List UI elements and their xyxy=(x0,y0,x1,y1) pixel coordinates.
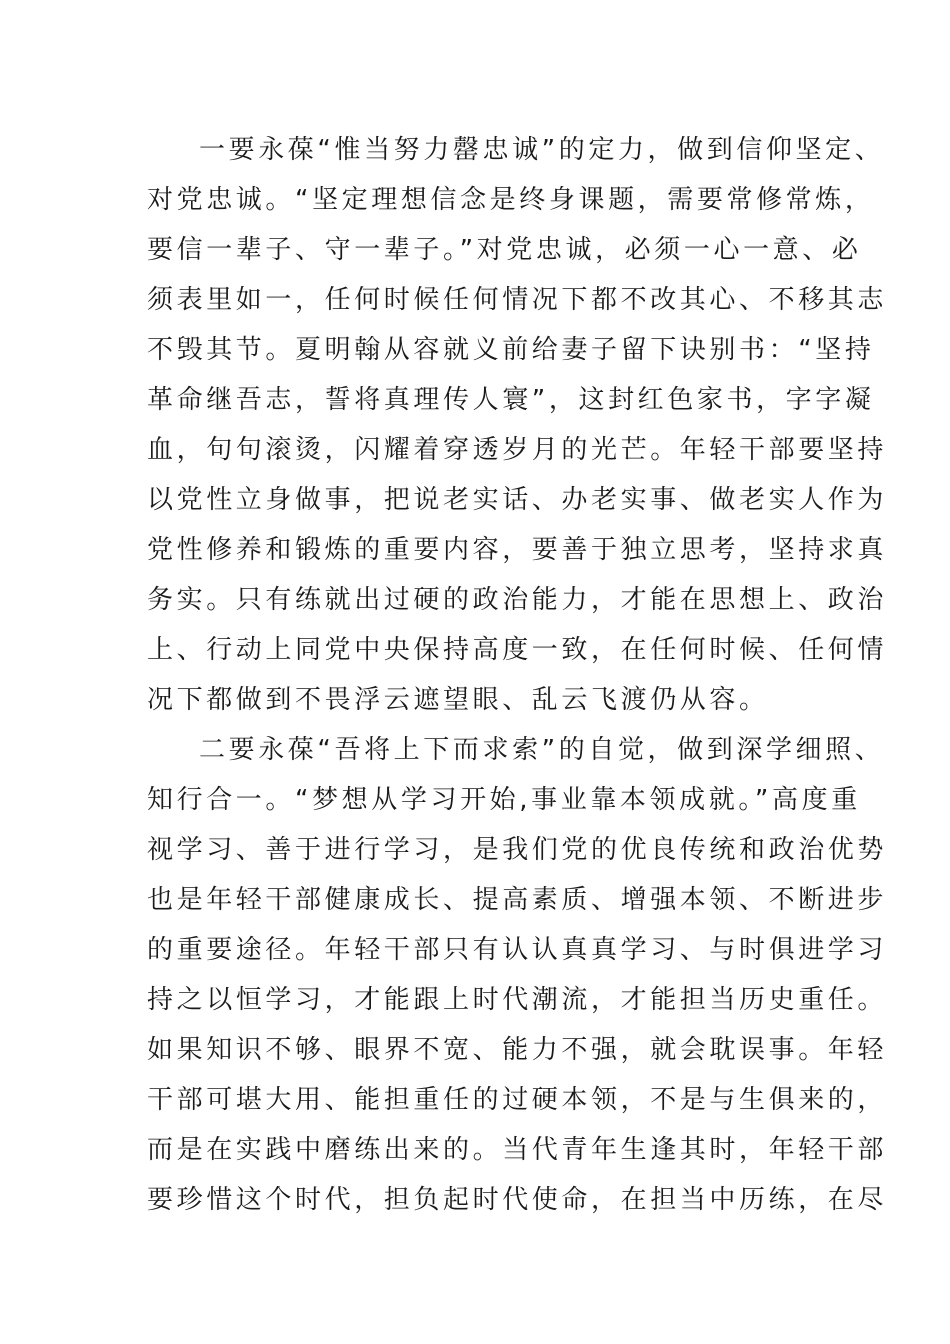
paragraph-line: 党性修养和锻炼的重要内容，要善于独立思考，坚持求真 xyxy=(147,535,888,565)
paragraph-line: 也是年轻干部健康成长、提高素质、增强本领、不断进步 xyxy=(147,885,888,915)
paragraph-2 xyxy=(147,725,888,1225)
paragraph-line: 一要永葆“惟当努力罄忠诚”的定力，做到信仰坚定、 xyxy=(199,135,885,165)
paragraph-line: 不毁其节。夏明翰从容就义前给妻子留下诀别书：“坚持 xyxy=(147,335,875,365)
paragraph-line: 上、行动上同党中央保持高度一致，在任何时候、任何情 xyxy=(147,635,888,665)
paragraph-line: 须表里如一，任何时候任何情况下都不改其心、不移其志 xyxy=(147,285,888,315)
paragraph-line: 二要永葆“吾将上下而求索”的自觉，做到深学细照、 xyxy=(199,735,885,765)
paragraph-line: 持之以恒学习，才能跟上时代潮流，才能担当历史重任。 xyxy=(147,985,888,1015)
paragraph-line: 要珍惜这个时代，担负起时代使命，在担当中历练，在尽 xyxy=(147,1185,888,1215)
paragraph-line: 要信一辈子、守一辈子。”对党忠诚，必须一心一意、必 xyxy=(147,235,862,265)
paragraph-1 xyxy=(147,125,888,725)
paragraph-line: 干部可堪大用、能担重任的过硬本领，不是与生俱来的， xyxy=(147,1085,888,1115)
paragraph-line: 血，句句滚烫，闪耀着穿透岁月的光芒。年轻干部要坚持 xyxy=(147,435,888,465)
paragraph-line: 对党忠诚。“坚定理想信念是终身课题，需要常修常炼， xyxy=(147,185,875,215)
paragraph-line: 如果知识不够、眼界不宽、能力不强，就会耽误事。年轻 xyxy=(147,1035,888,1065)
paragraph-line: 而是在实践中磨练出来的。当代青年生逢其时，年轻干部 xyxy=(147,1135,888,1165)
paragraph-line: 务实。只有练就出过硬的政治能力，才能在思想上、政治 xyxy=(147,585,888,615)
paragraph-line: 知行合一。“梦想从学习开始,事业靠本领成就。”高度重 xyxy=(147,785,861,815)
paragraph-line: 以党性立身做事，把说老实话、办老实事、做老实人作为 xyxy=(147,485,888,515)
paragraph-line: 视学习、善于进行学习，是我们党的优良传统和政治优势 xyxy=(147,835,888,865)
document-body xyxy=(147,125,888,1225)
paragraph-line: 的重要途径。年轻干部只有认认真真学习、与时俱进学习 xyxy=(147,935,888,965)
paragraph-line: 革命继吾志，誓将真理传人寰”，这封红色家书，字字凝 xyxy=(147,385,875,415)
paragraph-line: 况下都做到不畏浮云遮望眼、乱云飞渡仍从容。 xyxy=(147,685,769,715)
